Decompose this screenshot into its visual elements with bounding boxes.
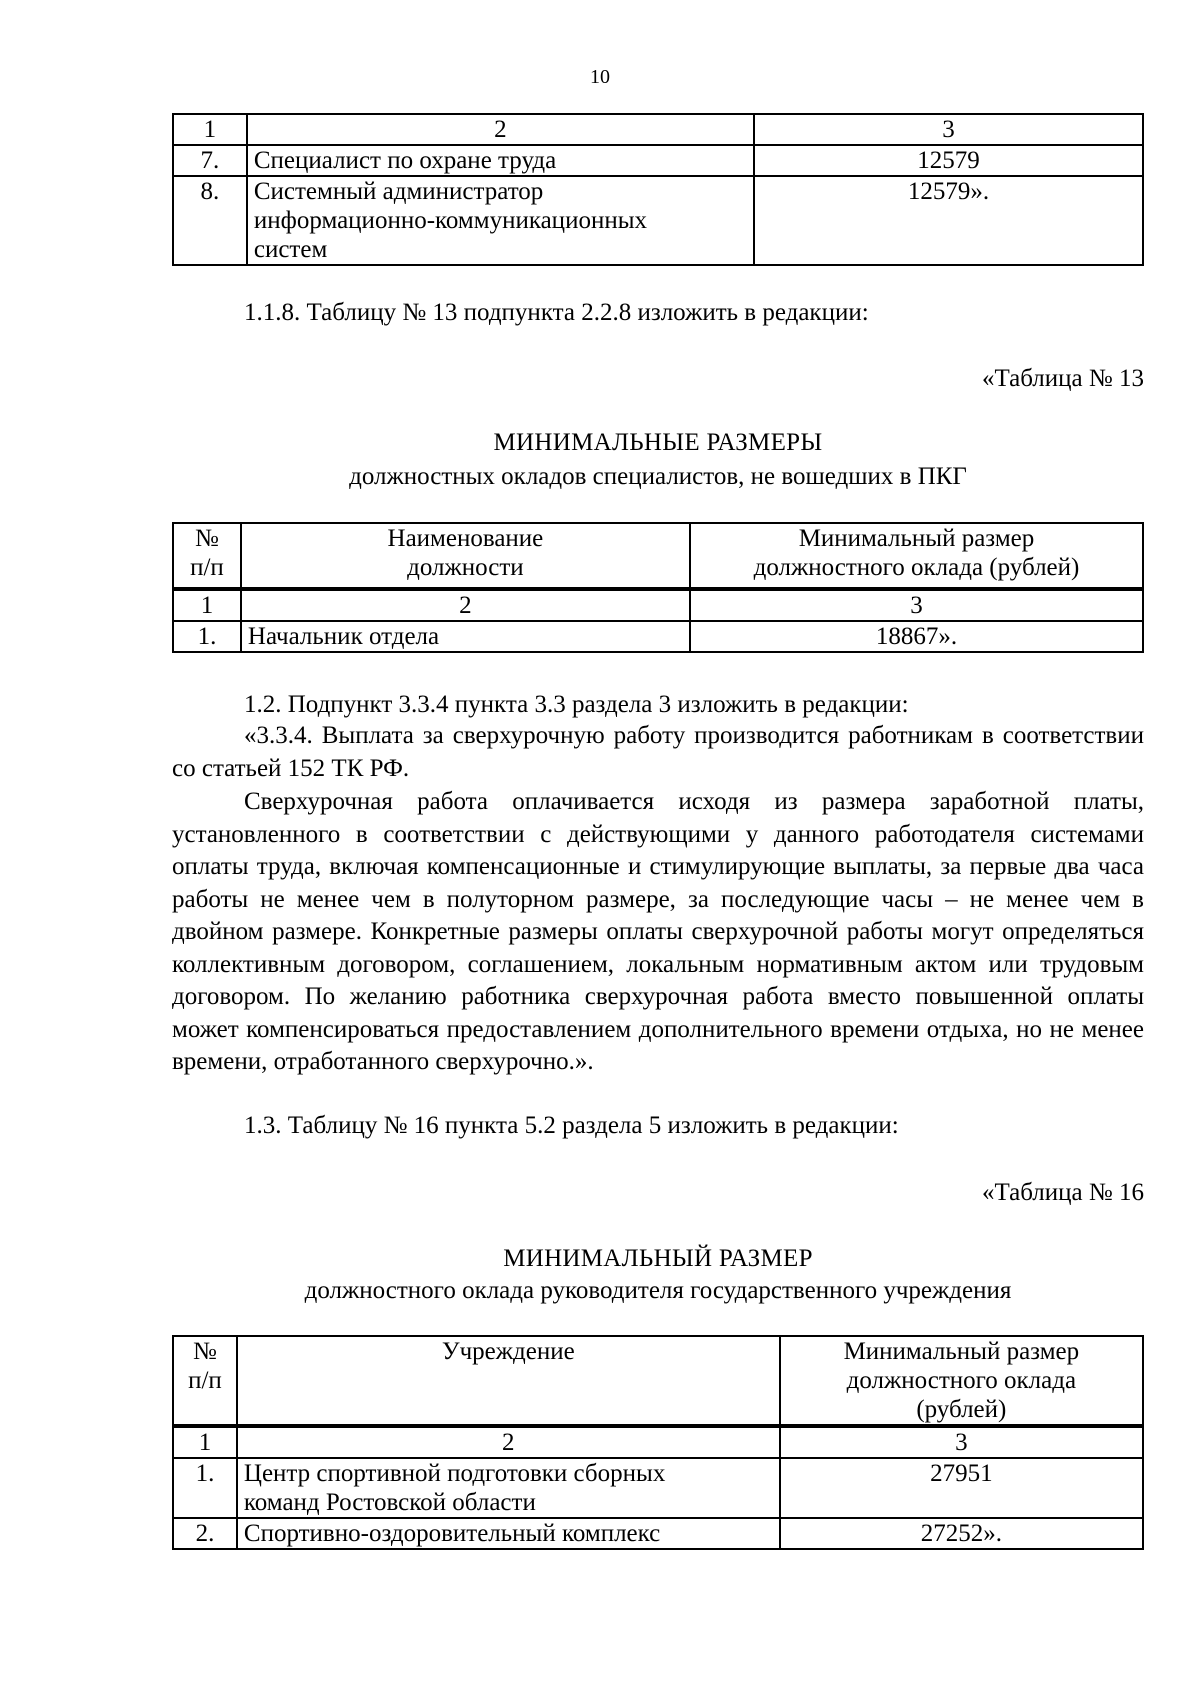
- institution-name: [237, 1458, 780, 1518]
- header-line: должностного оклада: [846, 1367, 1077, 1394]
- salary-value: 12579».: [754, 176, 1143, 265]
- index-cell: 3: [690, 589, 1143, 621]
- table-row: [173, 145, 1143, 176]
- index-cell: 1: [173, 114, 247, 145]
- table-13: [172, 522, 1144, 653]
- table16-title: МИНИМАЛЬНЫЙ РАЗМЕР: [503, 1245, 813, 1272]
- table13-title: МИНИМАЛЬНЫЕ РАЗМЕРЫ: [493, 429, 823, 456]
- table16-label: «Таблица № 16: [981, 1179, 1144, 1206]
- header-line: (рублей): [916, 1396, 1007, 1423]
- table-row: [173, 1458, 1143, 1518]
- header-salary: [690, 523, 1143, 589]
- table-16: [172, 1335, 1144, 1550]
- index-cell: 3: [780, 1426, 1143, 1458]
- salary-value: 27951: [780, 1458, 1143, 1518]
- header-number: [173, 1336, 237, 1426]
- table-index-row: [173, 1426, 1143, 1458]
- row-number: 8.: [173, 176, 247, 265]
- paragraph-3-3-4: [172, 720, 1144, 785]
- paragraph-text: «3.3.4. Выплата за сверхурочную работу производится работникам в соответствии со статьей 152 ТК РФ.: [172, 722, 1144, 782]
- institution-name: Спортивно-оздоровительный комплекс: [237, 1518, 780, 1549]
- position-name-line: информационно-коммуникационных: [253, 207, 647, 234]
- index-cell: 2: [247, 114, 754, 145]
- table-row: [173, 176, 1143, 265]
- table16-subtitle: должностного оклада руководителя государственного учреждения: [304, 1277, 1012, 1304]
- header-line: Минимальный размер: [798, 525, 1035, 552]
- header-line: Минимальный размер: [843, 1338, 1080, 1365]
- table-header-row: [173, 1336, 1143, 1426]
- row-number: 1.: [173, 1458, 237, 1518]
- row-number: 1.: [173, 621, 241, 652]
- header-line: п/п: [190, 554, 224, 581]
- index-cell: 2: [237, 1426, 780, 1458]
- table-row: [173, 621, 1143, 652]
- table-index-row: [173, 114, 1143, 145]
- header-position: [241, 523, 690, 589]
- table-index-row: [173, 589, 1143, 621]
- table-header-row: [173, 523, 1143, 589]
- institution-name-line: команд Ростовской области: [243, 1489, 536, 1516]
- paragraph-1-3: 1.3. Таблицу № 16 пункта 5.2 раздела 5 изложить в редакции:: [244, 1112, 899, 1139]
- index-cell: 1: [173, 589, 241, 621]
- position-name: Специалист по охране труда: [247, 145, 754, 176]
- table-row: [173, 1518, 1143, 1549]
- position-name-line: Системный администратор: [253, 178, 544, 205]
- header-line: должностного оклада (рублей): [753, 554, 1080, 581]
- row-number: 7.: [173, 145, 247, 176]
- row-number: 2.: [173, 1518, 237, 1549]
- salary-value: 18867».: [690, 621, 1143, 652]
- header-line: Наименование: [387, 525, 544, 552]
- index-cell: 1: [173, 1426, 237, 1458]
- salary-value: 12579: [754, 145, 1143, 176]
- table13-subtitle: должностных окладов специалистов, не вошедших в ПКГ: [349, 463, 967, 490]
- paragraph-1-2: 1.2. Подпункт 3.3.4 пункта 3.3 раздела 3 изложить в редакции:: [244, 691, 909, 718]
- position-name: [247, 176, 754, 265]
- institution-name-line: Центр спортивной подготовки сборных: [243, 1460, 666, 1487]
- salary-value: 27252».: [780, 1518, 1143, 1549]
- index-cell: 2: [241, 589, 690, 621]
- paragraph-overtime: [172, 786, 1144, 1079]
- header-institution: Учреждение: [237, 1336, 780, 1426]
- header-line: должности: [407, 554, 524, 581]
- paragraph-text: Сверхурочная работа оплачивается исходя из размера заработной платы, установленного в соответствии с действующими у данного работодателя системами оплаты труда, включая компенсационные и стимулирующие выплаты, за первые два часа работы не менее чем в полуторном размере, за последующие часы – не менее чем в двойном размере. Конкретные размеры оплаты сверхурочной работы могут определяться коллективным договором, соглашением, локальным нормативным актом или трудовым договором. По желанию работника сверхурочная работа вместо повышенной оплаты может компенсироваться предоставлением дополнительного времени отдыха, но не менее времени, отработанного сверхурочно.».: [172, 788, 1144, 1075]
- header-line: №: [193, 1338, 217, 1365]
- position-name-line: систем: [253, 236, 328, 263]
- header-line: №: [195, 525, 219, 552]
- position-name: Начальник отдела: [241, 621, 690, 652]
- header-salary: [780, 1336, 1143, 1426]
- header-number: [173, 523, 241, 589]
- table13-label: «Таблица № 13: [981, 365, 1144, 392]
- page-number: 10: [590, 66, 610, 88]
- index-cell: 3: [754, 114, 1143, 145]
- table-continuation: [172, 113, 1144, 266]
- paragraph-1-1-8: 1.1.8. Таблицу № 13 подпункта 2.2.8 изложить в редакции:: [244, 299, 869, 326]
- header-line: п/п: [188, 1367, 222, 1394]
